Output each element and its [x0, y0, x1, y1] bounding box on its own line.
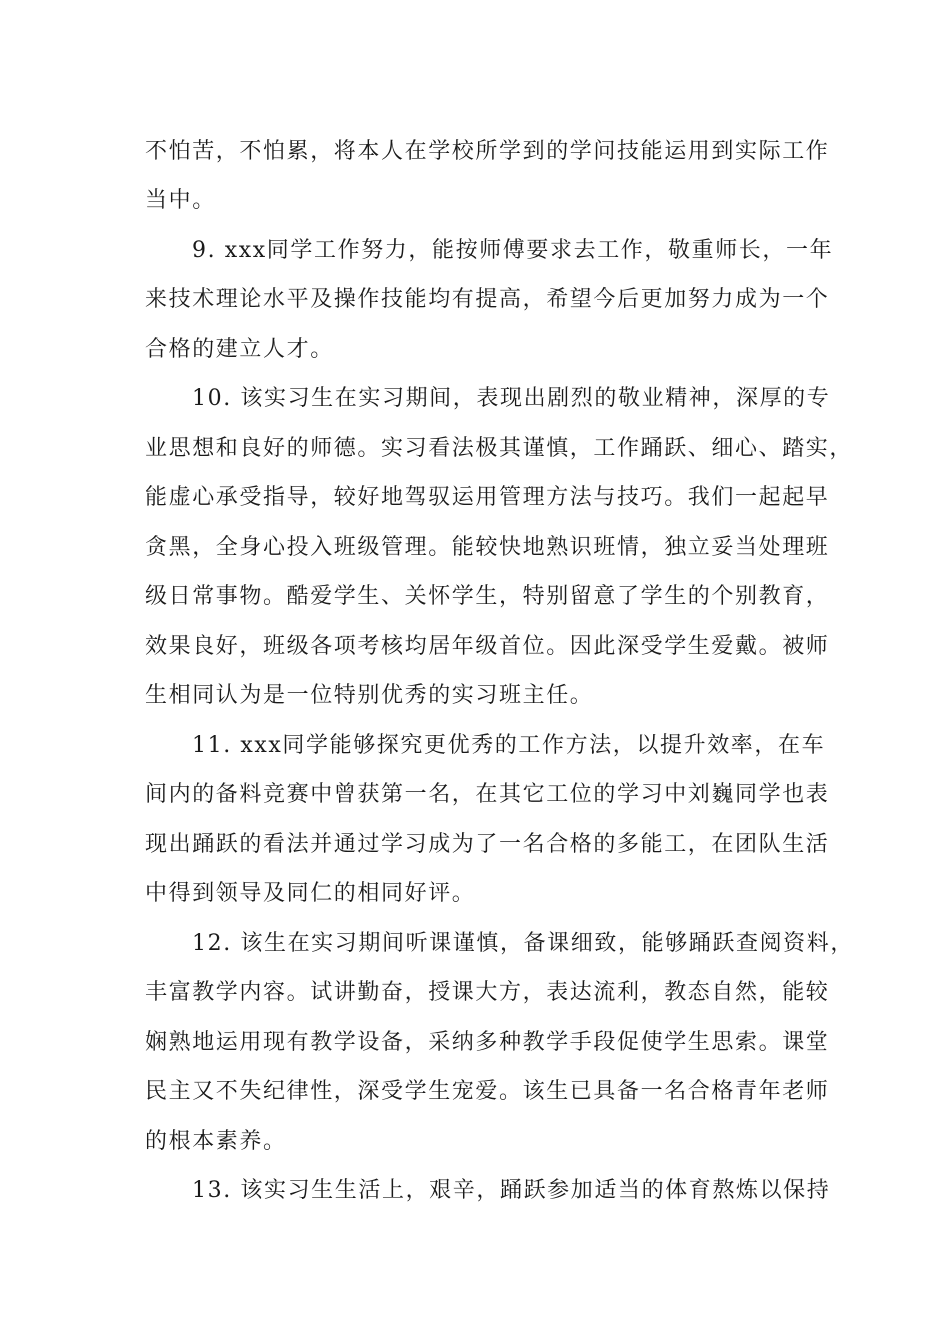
paragraph-first-line: 10. 该实习生在实习期间，表现出剧烈的敬业精神，深厚的专: [192, 386, 831, 411]
text-line: 业思想和良好的师德。实习看法极其谨慎，工作踊跃、细心、踏实，: [145, 436, 854, 461]
text-line: 贪黑，全身心投入班级管理。能较快地熟识班情，独立妥当处理班: [145, 535, 830, 560]
text-line: 中得到领导及同仁的相同好评。: [145, 881, 476, 906]
text-line: 级日常事物。酷爱学生、关怀学生，特别留意了学生的个别教育，: [145, 584, 830, 609]
text-line: 民主又不失纪律性，深受学生宠爱。该生已具备一名合格青年老师: [145, 1079, 830, 1104]
text-line: 的根本素养。: [145, 1129, 287, 1154]
text-line: 生相同认为是一位特别优秀的实习班主任。: [145, 683, 594, 708]
text-line: 合格的建立人才。: [145, 337, 334, 362]
text-line: 效果良好，班级各项考核均居年级首位。因此深受学生爱戴。被师: [145, 634, 830, 659]
text-line: 当中。: [145, 188, 216, 213]
paragraph-first-line: 13. 该实习生生活上，艰辛，踊跃参加适当的体育熬炼以保持: [192, 1178, 831, 1203]
text-line: 来技术理论水平及操作技能均有提高，希望今后更加努力成为一个: [145, 287, 830, 312]
text-line: 丰富教学内容。试讲勤奋，授课大方，表达流利，教态自然，能较: [145, 980, 830, 1005]
text-line: 不怕苦，不怕累，将本人在学校所学到的学问技能运用到实际工作: [145, 139, 830, 164]
text-line: 娴熟地运用现有教学设备，采纳多种教学手段促使学生思索。课堂: [145, 1030, 830, 1055]
text-line: 能虚心承受指导，较好地驾驭运用管理方法与技巧。我们一起起早: [145, 485, 830, 510]
text-line: 现出踊跃的看法并通过学习成为了一名合格的多能工，在团队生活: [145, 832, 830, 857]
paragraph-first-line: 9. xxx同学工作努力，能按师傅要求去工作，敬重师长，一年: [192, 238, 834, 263]
text-line: 间内的备料竞赛中曾获第一名，在其它工位的学习中刘巍同学也表: [145, 782, 830, 807]
paragraph-first-line: 12. 该生在实习期间听课谨慎，备课细致，能够踊跃查阅资料，: [192, 931, 854, 956]
paragraph-first-line: 11. xxx同学能够探究更优秀的工作方法，以提升效率，在车: [192, 733, 826, 758]
